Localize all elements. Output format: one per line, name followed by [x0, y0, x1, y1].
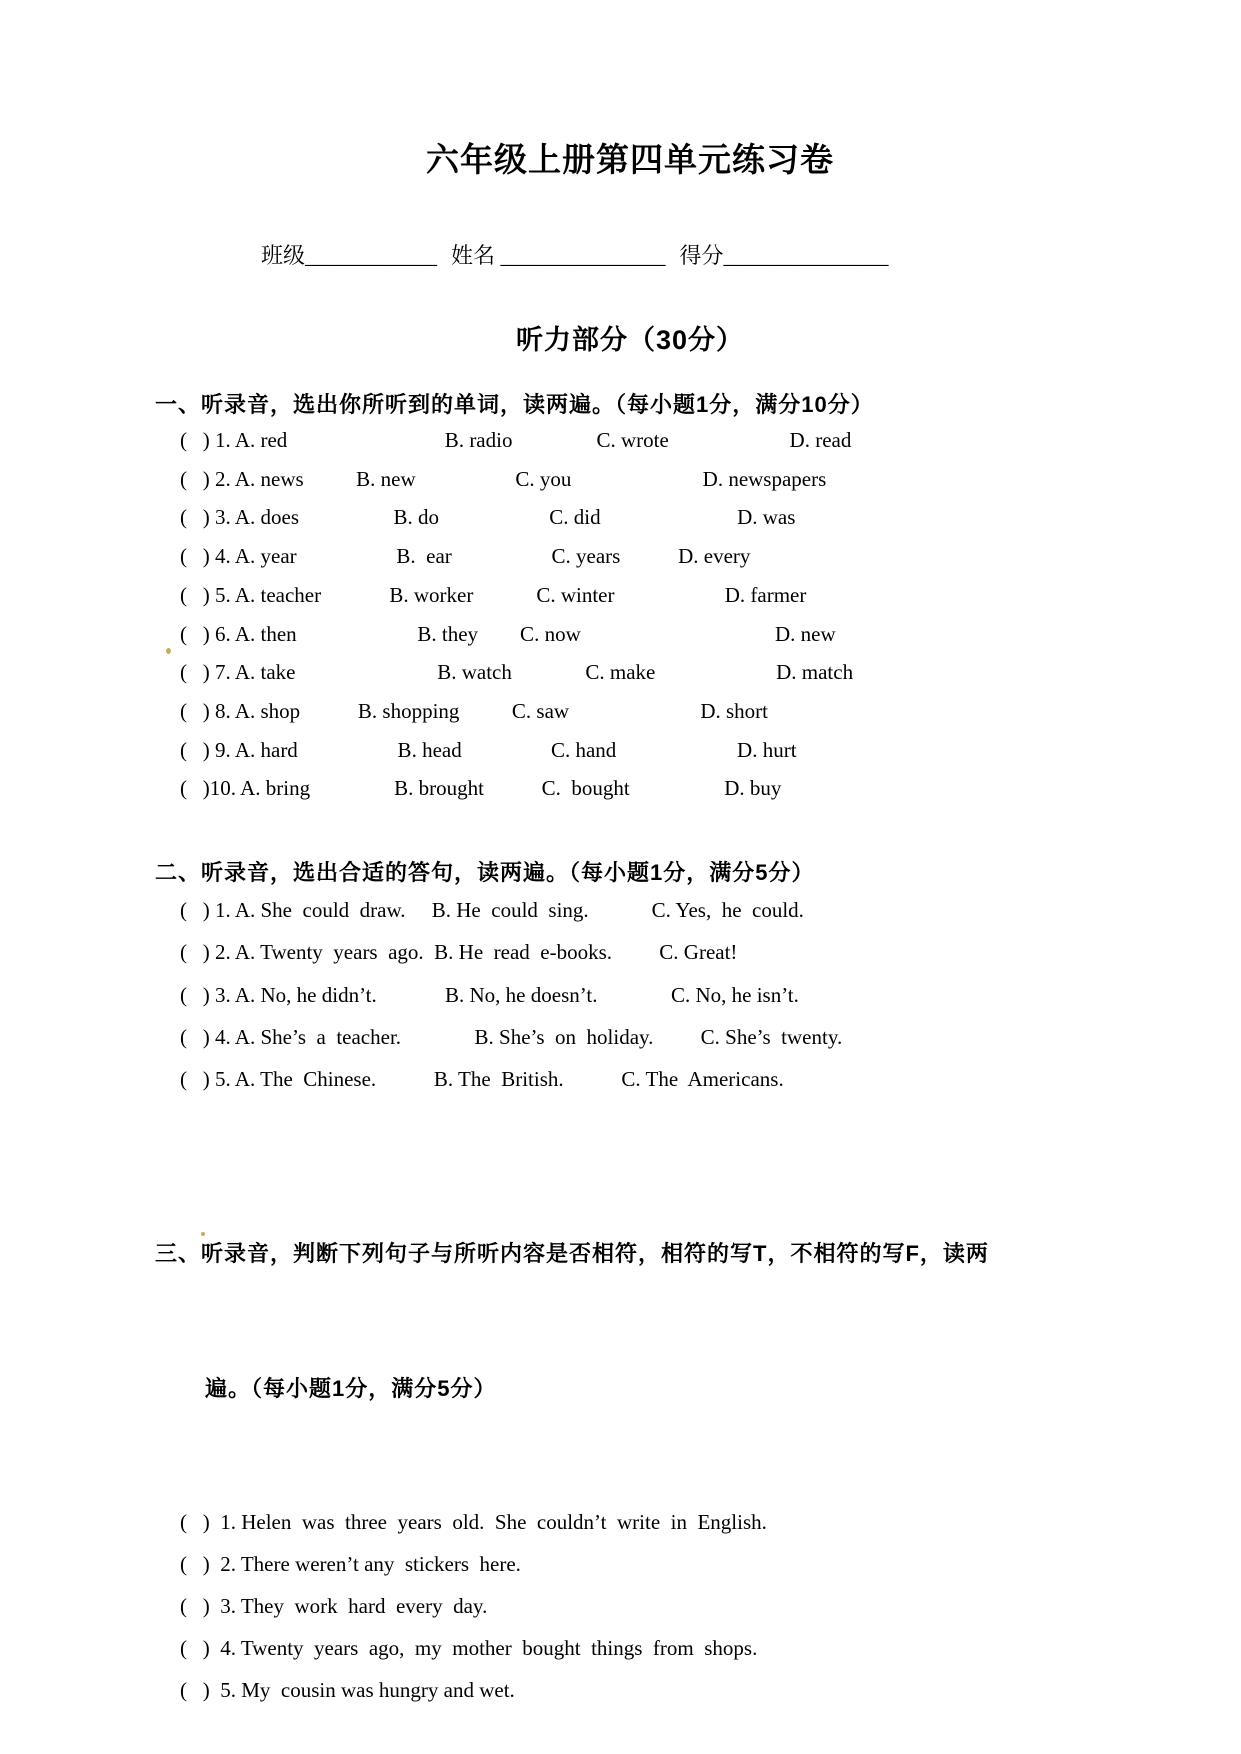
question-row: ( ) 5. A. The Chinese. B. The British. C. The Americans.: [180, 1067, 784, 1092]
section-3-heading: [155, 1141, 1115, 1501]
question-row: ( ) 2. There weren’t any stickers here.: [180, 1551, 521, 1576]
section-2-heading: 二、听录音，选出合适的答句，读两遍。（每小题1分，满分5分）: [155, 860, 815, 886]
class-field: [261, 243, 437, 268]
question-row: ( ) 3. They work hard every day.: [180, 1593, 488, 1618]
question-row: ( ) 1. Helen was three years old. She couldn’t write in English.: [180, 1509, 767, 1534]
page-title: 六年级上册第四单元练习卷: [426, 143, 834, 179]
class-blank-line: ____________: [305, 243, 438, 268]
page-content: [155, 0, 1115, 1711]
score-label: 得分: [679, 243, 724, 268]
section-1-listen-choose-word: [155, 389, 1115, 808]
question-row: ( )10. A. bring B. brought C. bought D. buy: [180, 776, 782, 801]
question-row: ( ) 3. A. No, he didn’t. B. No, he doesn’t. C. No, he isn’t.: [180, 982, 799, 1007]
scan-artifact-dot: [201, 1232, 205, 1236]
class-label: 班级: [261, 243, 306, 268]
question-row: ( ) 4. A. She’s a teacher. B. She’s on holiday. C. She’s twenty.: [180, 1024, 843, 1049]
score-blank-line: _______________: [723, 243, 889, 268]
question-row: ( ) 8. A. shop B. shopping C. saw D. short: [180, 698, 769, 723]
score-field: [680, 243, 889, 268]
question-row: ( ) 4. Twenty years ago, my mother bought things from shops.: [180, 1635, 758, 1660]
question-row: ( ) 5. My cousin was hungry and wet.: [180, 1677, 515, 1702]
question-row: ( ) 6. A. then B. they C. now D. new: [180, 621, 836, 646]
question-row: ( ) 2. A. Twenty years ago. B. He read e-books. C. Great!: [180, 940, 738, 965]
question-row: ( ) 7. A. take B. watch C. make D. match: [180, 660, 854, 685]
section-3-heading-line2: 遍。（每小题1分，满分5分）: [205, 1375, 497, 1401]
question-row: ( ) 3. A. does B. do C. did D. was: [180, 505, 796, 530]
section-1-heading: 一、听录音，选出你所听到的单词，读两遍。（每小题1分，满分10分）: [155, 392, 874, 417]
part-title-listening: 听力部分（30分）: [515, 325, 745, 355]
name-field: [451, 243, 666, 268]
question-row: ( ) 1. A. red B. radio C. wrote D. read: [180, 428, 852, 452]
name-label: 姓名: [451, 243, 501, 268]
question-row: ( ) 2. A. news B. new C. you D. newspapers: [180, 466, 827, 491]
name-blank-line: _______________: [500, 243, 666, 268]
section-2-listen-choose-answer: [155, 857, 1115, 1100]
scan-artifact-dot: [166, 648, 171, 654]
question-row: ( ) 1. A. She could draw. B. He could sing. C. Yes, he could.: [180, 898, 804, 923]
section-3-heading-line1: 三、听录音，判断下列句子与所听内容是否相符，相符的写T，不相符的写F，读两: [155, 1240, 989, 1266]
question-row: ( ) 5. A. teacher B. worker C. winter D. farmer: [180, 582, 807, 607]
question-row: ( ) 9. A. hard B. head C. hand D. hurt: [180, 737, 797, 762]
question-row: ( ) 4. A. year B. ear C. years D. every: [180, 544, 751, 569]
section-3-listen-true-false: [155, 1141, 1115, 1711]
student-info-line: [228, 208, 1115, 304]
